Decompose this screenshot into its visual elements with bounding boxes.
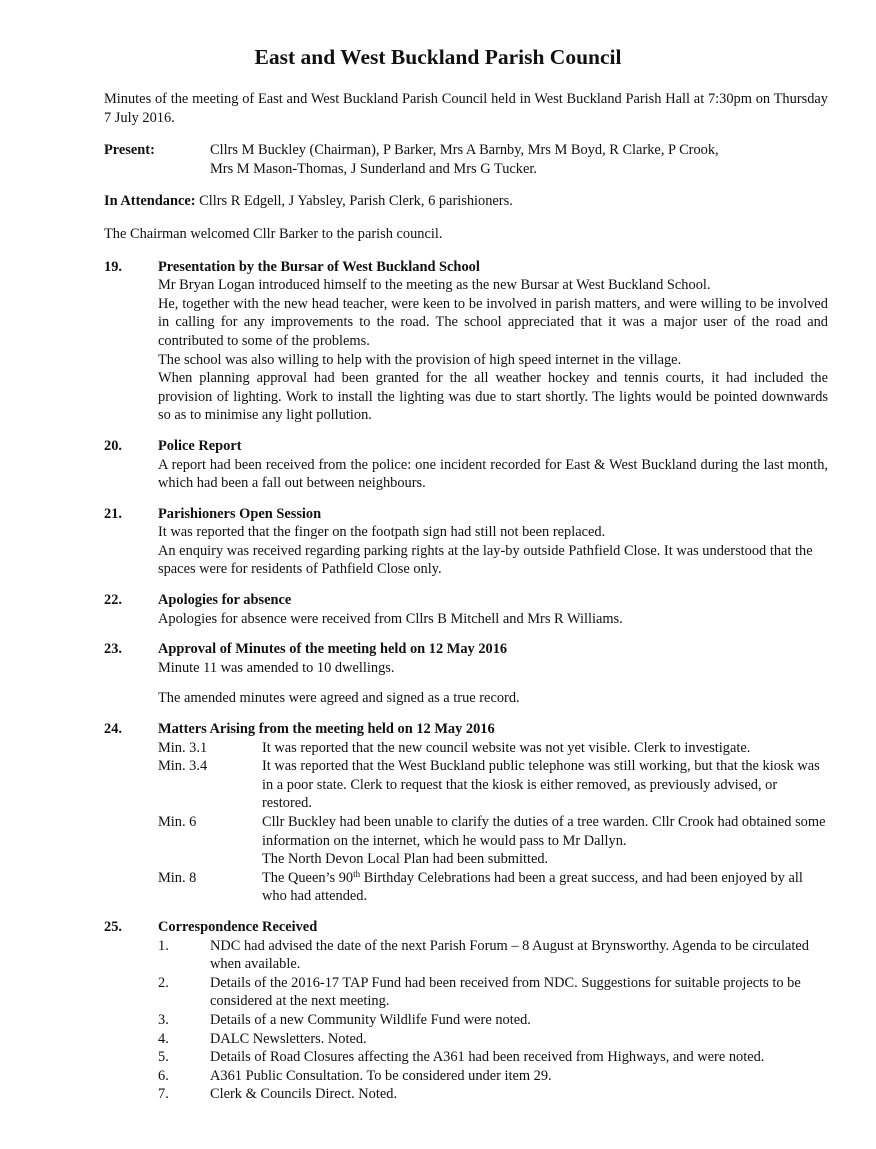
welcome-paragraph: The Chairman welcomed Cllr Barker to the parish council. (104, 225, 443, 242)
correspondence-row (158, 1011, 828, 1030)
correspondence-number: 7. (158, 1086, 169, 1103)
matter-text: It was reported that the new council website was not yet visible. Clerk to investigate. (262, 739, 751, 756)
matter-text: It was reported that the West Buckland public telephone was still working, but that the kiosk was in a poor state. Clerk to request that the kiosk is either removed, as previously advised, or restored. (262, 758, 820, 812)
item-paragraph: A report had been received from the police: one incident recorded for East & West Buckland during the last month, which had been a fall out between neighbours. (158, 456, 828, 492)
correspondence-row (158, 1067, 828, 1086)
matter-text-part: Birthday Celebrations had been a great success, and had been enjoyed by all who had attended. (262, 869, 803, 905)
correspondence-row (158, 1048, 828, 1067)
correspondence-text: Details of the 2016-17 TAP Fund had been received from NDC. Suggestions for suitable projects to be considered at the next meeting. (210, 974, 801, 1010)
correspondence-text: NDC had advised the date of the next Parish Forum – 8 August at Brynsworthy. Agenda to be circulated when available. (210, 937, 809, 973)
item-paragraph: The amended minutes were agreed and signed as a true record. (158, 690, 520, 707)
item-paragraph: He, together with the new head teacher, were keen to be involved in parish matters, and were willing to be involved in calling for any improvements to the road. The school appreciated that it was a major user of the road and contributed to some of the problems. (158, 295, 828, 349)
matter-row (158, 757, 828, 813)
item-24 (104, 720, 828, 906)
item-paragraph: Apologies for absence were received from Cllrs B Mitchell and Mrs R Williams. (158, 610, 623, 627)
correspondence-number: 1. (158, 937, 169, 954)
item-number: 20. (104, 437, 122, 454)
item-20 (104, 437, 828, 493)
correspondence-number: 3. (158, 1011, 169, 1028)
correspondence-number: 6. (158, 1067, 169, 1084)
superscript: th (353, 868, 361, 879)
present-line-2: Mrs M Mason-Thomas, J Sunderland and Mrs G Tucker. (210, 160, 537, 177)
item-paragraph: It was reported that the finger on the footpath sign had still not been replaced. (158, 524, 606, 541)
correspondence-text: Clerk & Councils Direct. Noted. (210, 1086, 398, 1103)
matter-text-part: The Queen’s 90 (262, 869, 354, 886)
matter-text: The North Devon Local Plan had been submitted. (262, 851, 549, 868)
item-22 (104, 591, 828, 628)
item-heading: Presentation by the Bursar of West Buckland School (158, 258, 480, 275)
item-number: 19. (104, 258, 122, 275)
matter-row (158, 813, 828, 869)
item-heading: Matters Arising from the meeting held on 12 May 2016 (158, 721, 495, 738)
item-paragraph: Mr Bryan Logan introduced himself to the meeting as the new Bursar at West Buckland School. (158, 277, 711, 294)
item-paragraph: When planning approval had been granted for the all weather hockey and tennis courts, it had included the provision of lighting. Work to install the lighting was due to start shortly. The lights would be pointed downwards so as to minimise any light pollution. (158, 370, 828, 424)
item-number: 23. (104, 641, 122, 658)
item-number: 24. (104, 721, 122, 738)
correspondence-row (158, 1030, 828, 1049)
item-heading: Parishioners Open Session (158, 505, 322, 522)
present-list (210, 141, 828, 178)
intro-paragraph: Minutes of the meeting of East and West Buckland Parish Council held in West Buckland Parish Hall at 7:30pm on Thursday 7 July 2016. (104, 91, 828, 126)
attendance-label: In Attendance: (104, 193, 196, 210)
correspondence-row (158, 937, 828, 974)
item-19 (104, 258, 828, 425)
attendance-text: Cllrs R Edgell, J Yabsley, Parish Clerk, 6 parishioners. (195, 193, 513, 210)
correspondence-number: 4. (158, 1030, 169, 1047)
item-paragraph: An enquiry was received regarding parking rights at the lay-by outside Pathfield Close. It was understood that the spaces were for residents of Pathfield Close only. (158, 542, 813, 578)
matter-label: Min. 6 (158, 814, 197, 830)
matter-text: Cllr Buckley had been unable to clarify the duties of a tree warden. Cllr Crook had obtained some information on the internet, which he would pass to Mr Dallyn. (262, 814, 826, 849)
item-number: 25. (104, 918, 122, 935)
item-heading: Approval of Minutes of the meeting held on 12 May 2016 (158, 641, 508, 658)
present-label: Present: (104, 142, 155, 159)
item-heading: Apologies for absence (158, 592, 292, 609)
correspondence-text: DALC Newsletters. Noted. (210, 1030, 367, 1047)
correspondence-text: Details of Road Closures affecting the A361 had been received from Highways, and were noted. (210, 1049, 765, 1066)
matter-text-block (262, 813, 828, 869)
document-title: East and West Buckland Parish Council (254, 45, 622, 69)
item-25 (104, 918, 828, 1104)
matter-row (158, 739, 828, 758)
matter-label: Min. 3.1 (158, 739, 208, 756)
attendance-section (104, 192, 828, 211)
item-heading: Police Report (158, 437, 242, 454)
item-heading: Correspondence Received (158, 918, 318, 935)
correspondence-row (158, 1085, 828, 1104)
present-section (104, 141, 828, 178)
item-paragraph: The school was also willing to help with the provision of high speed internet in the village. (158, 351, 682, 368)
correspondence-number: 5. (158, 1049, 169, 1066)
correspondence-text: A361 Public Consultation. To be considered under item 29. (210, 1067, 552, 1084)
item-23 (104, 640, 828, 708)
present-line-1: Cllrs M Buckley (Chairman), P Barker, Mrs A Barnby, Mrs M Boyd, R Clarke, P Crook, (210, 142, 719, 159)
correspondence-number: 2. (158, 974, 169, 991)
item-number: 21. (104, 505, 122, 522)
matter-text (262, 869, 828, 906)
item-paragraph: Minute 11 was amended to 10 dwellings. (158, 659, 395, 676)
correspondence-text: Details of a new Community Wildlife Fund were noted. (210, 1011, 531, 1028)
item-number: 22. (104, 592, 122, 609)
matter-label: Min. 8 (158, 869, 197, 886)
matter-label: Min. 3.4 (158, 758, 208, 775)
correspondence-row (158, 974, 828, 1011)
item-21 (104, 505, 828, 579)
matter-row (158, 869, 828, 906)
